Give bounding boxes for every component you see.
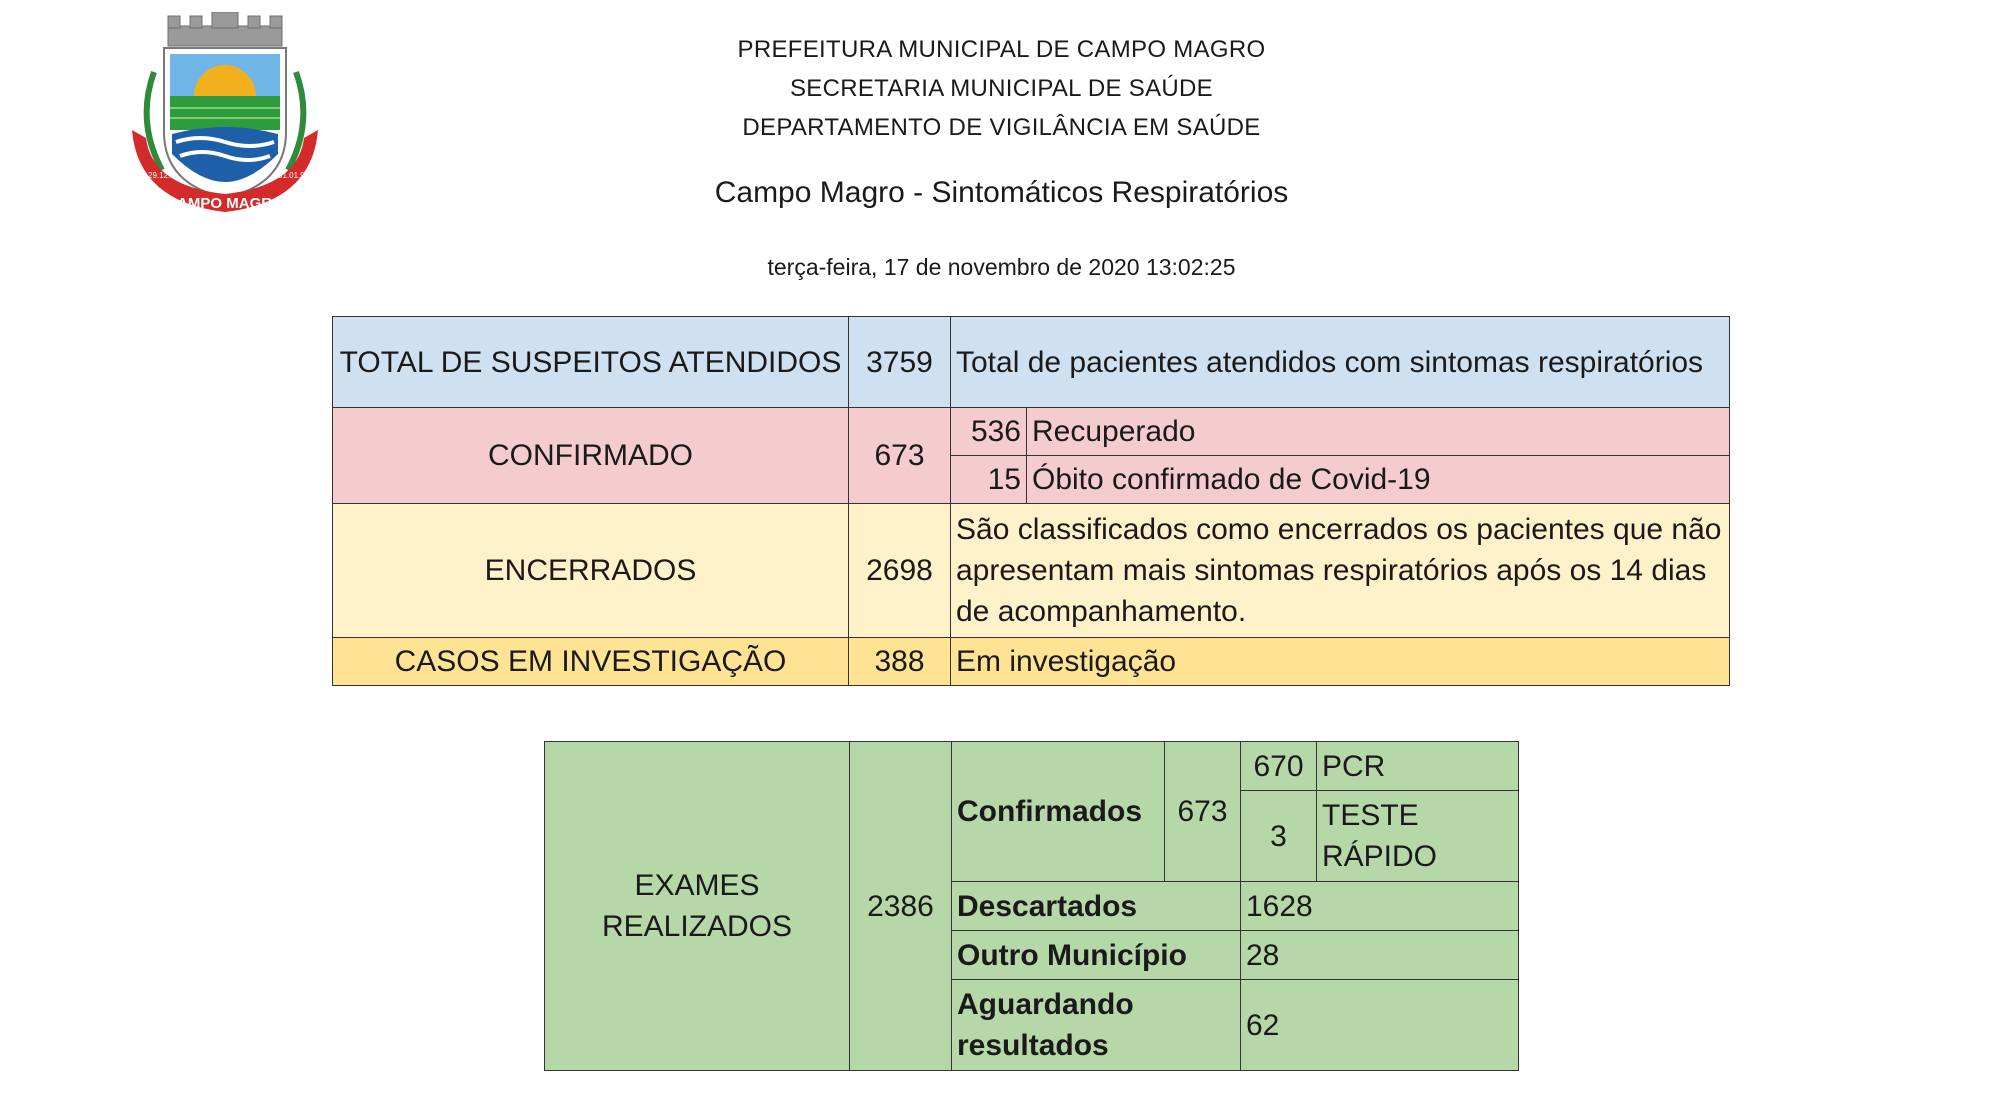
report-datetime: terça-feira, 17 de novembro de 2020 13:02:25 (767, 254, 1236, 280)
closed-value: 2698 (849, 504, 951, 638)
discarded-label: Descartados (952, 882, 1241, 931)
rapid-value: 3 (1241, 791, 1317, 882)
logo-left-date: 29.12. (148, 171, 171, 180)
header-line-2: SECRETARIA MUNICIPAL DE SAÚDE (789, 75, 1213, 102)
waiting-value: 62 (1241, 980, 1519, 1071)
investigation-desc: Em investigação (951, 638, 1730, 686)
deaths-label: Óbito confirmado de Covid-19 (1027, 456, 1730, 504)
investigation-value: 388 (849, 638, 951, 686)
header-line-1: PREFEITURA MUNICIPAL DE CAMPO MAGRO (737, 36, 1266, 63)
discarded-value: 1628 (1241, 882, 1519, 931)
exams-label: EXAMES REALIZADOS (545, 742, 850, 1071)
recovered-value: 536 (951, 408, 1027, 456)
closed-row (333, 504, 1730, 638)
pcr-value: 670 (1241, 742, 1317, 791)
investigation-label: CASOS EM INVESTIGAÇÃO (333, 638, 849, 686)
confirmed-value: 673 (849, 408, 951, 504)
total-row (333, 317, 1730, 408)
deaths-value: 15 (951, 456, 1027, 504)
confirmed-row (333, 408, 1730, 456)
pcr-label: PCR (1317, 742, 1519, 791)
waiting-label: Aguardando resultados (952, 980, 1241, 1071)
header-line-3: DEPARTAMENTO DE VIGILÂNCIA EM SAÚDE (742, 114, 1261, 141)
other-municipality-label: Outro Município (952, 931, 1241, 980)
report-title: Campo Magro - Sintomáticos Respiratórios (714, 176, 1289, 209)
total-label: TOTAL DE SUSPEITOS ATENDIDOS (333, 317, 849, 408)
summary-table (332, 316, 1730, 686)
recovered-label: Recuperado (1027, 408, 1730, 456)
exams-confirmed-value: 673 (1165, 742, 1241, 882)
exams-table (544, 741, 1519, 1071)
confirmed-label: CONFIRMADO (333, 408, 849, 504)
closed-desc: São classificados como encerrados os pacientes que não apresentam mais sintomas respiratórios após os 14 dias de acompanhamento. (951, 504, 1730, 638)
institution-header (0, 30, 2003, 147)
exams-confirmed-label: Confirmados (952, 742, 1165, 882)
closed-label: ENCERRADOS (333, 504, 849, 638)
logo-banner-text: CAMPO MAGRO (166, 195, 284, 212)
exams-total: 2386 (850, 742, 952, 1071)
investigation-row (333, 638, 1730, 686)
total-value: 3759 (849, 317, 951, 408)
total-desc: Total de pacientes atendidos com sintomas respiratórios (951, 317, 1730, 408)
other-municipality-value: 28 (1241, 931, 1519, 980)
rapid-label: TESTE RÁPIDO (1317, 791, 1519, 882)
exams-pcr-row (545, 742, 1519, 791)
logo-right-date: 01.01.93 (278, 171, 310, 180)
